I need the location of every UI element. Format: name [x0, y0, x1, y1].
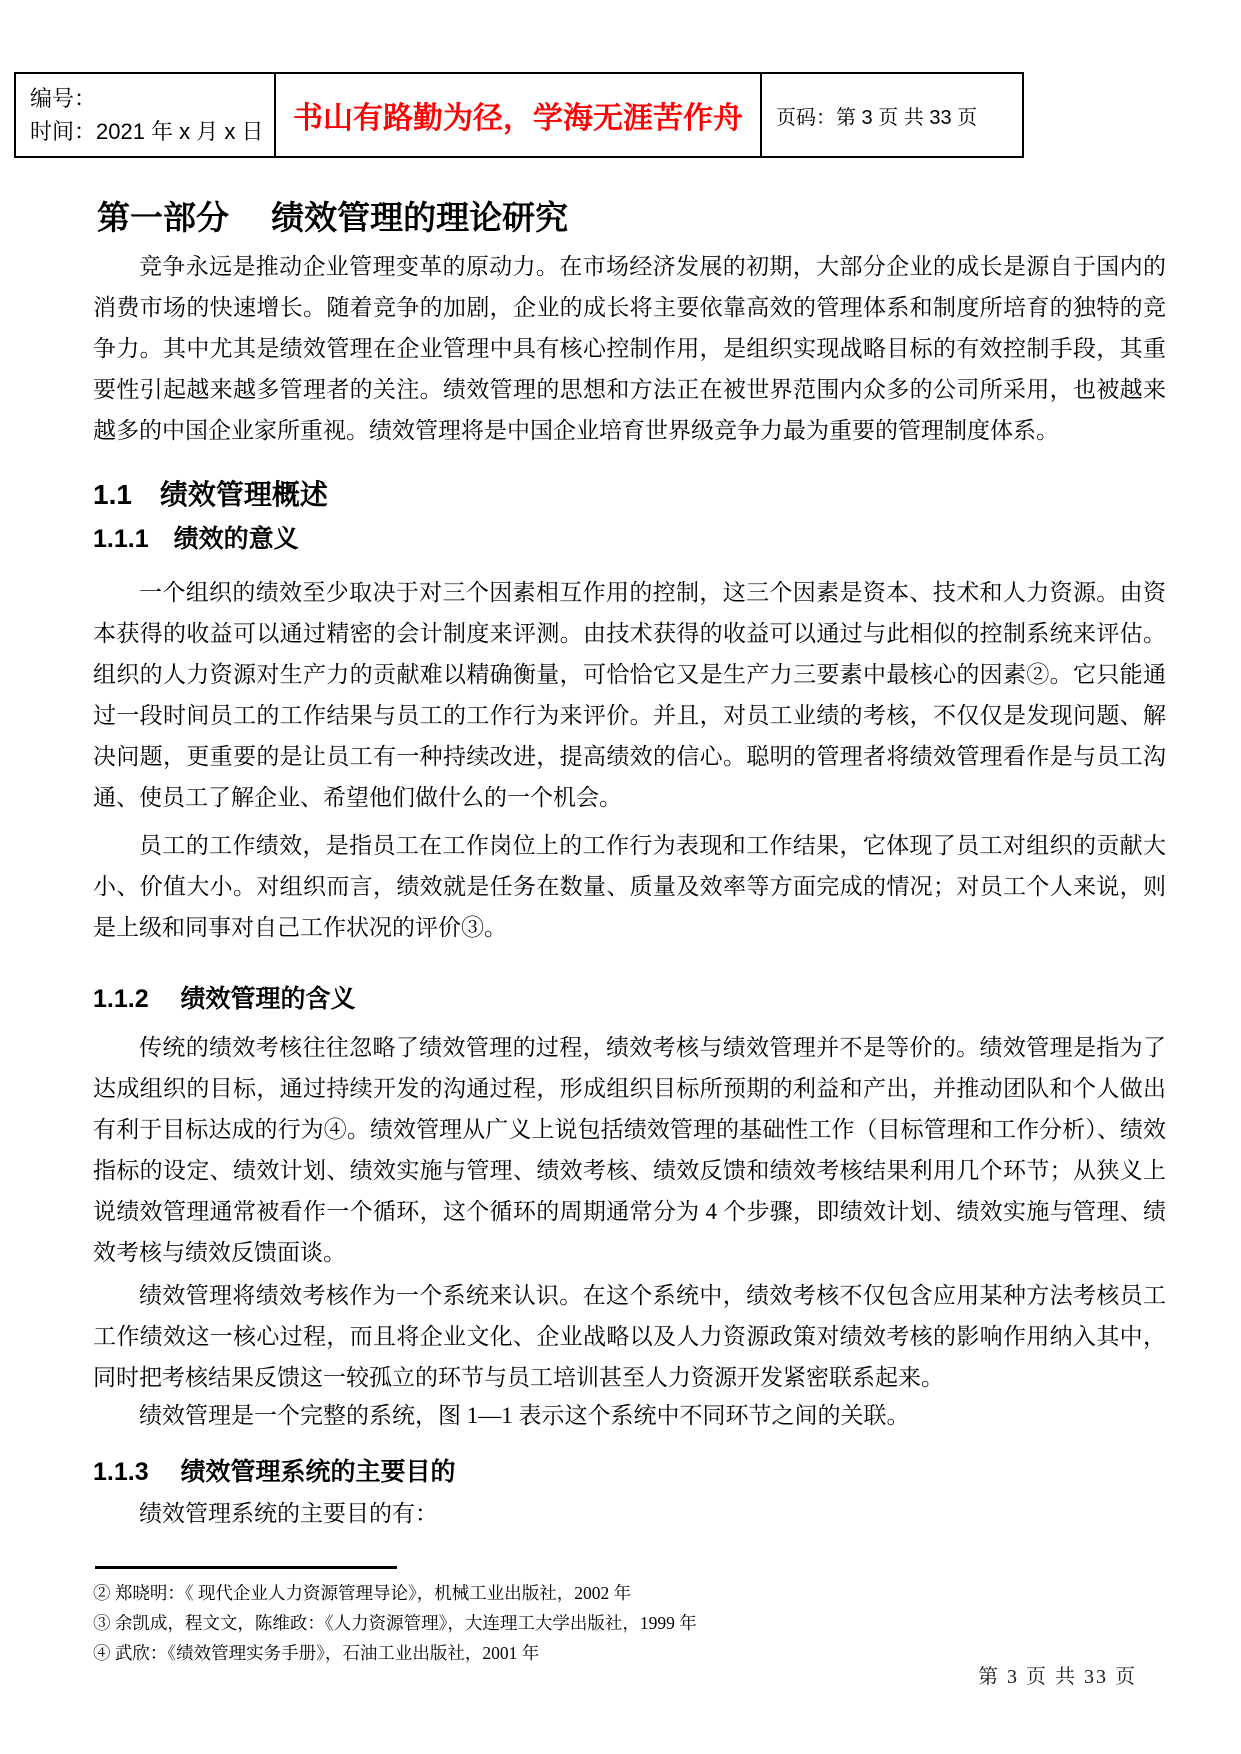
paragraph-pm-definition: 传统的绩效考核往往忽略了绩效管理的过程，绩效考核与绩效管理并不是等价的。绩效管理是指为了达成组织的目标，通过持续开发的沟通过程，形成组织目标所预期的利益和产出，并推动团队和个人做出有利于目标达成的行为④。绩效管理从广义上说包括绩效管理的基础性工作（目标管理和工作分析）、绩效指标的设定、绩效计划、绩效实施与管理、绩效考核、绩效反馈和绩效考核结果利用几个环节；从狭义上说绩效管理通常被看作一个循环，这个循环的周期通常分为 4 个步骤，即绩效计划、绩效实施与管理、绩效考核与绩效反馈面谈。: [93, 1035, 1166, 1265]
footnote-item: ② 郑晓明：《 现代企业人力资源管理导论》，机械工业出版社，2002 年: [93, 1583, 632, 1603]
section-heading-1-1-2: 1.1.2 绩效管理的含义: [93, 985, 356, 1013]
paragraph-pm-complete-system: 绩效管理是一个完整的系统，图 1—1 表示这个系统中不同环节之间的关联。: [139, 1403, 910, 1428]
footnote-item: ④ 武欣：《绩效管理实务手册》，石油工业出版社，2001 年: [93, 1643, 540, 1663]
section-heading-1-1-3: 1.1.3 绩效管理系统的主要目的: [93, 1458, 456, 1486]
slogan-text: 书山有路勤为径，学海无涯苦作舟: [293, 102, 743, 135]
header-cell-slogan: [274, 74, 762, 156]
header-cell-page-number: [762, 74, 1022, 156]
header-cell-number-date: [16, 74, 274, 156]
page-footer: 第 3 页 共 33 页: [978, 1666, 1137, 1688]
part-title: 第一部分 绩效管理的理论研究: [97, 199, 569, 236]
document-body: [0, 198, 1241, 1532]
section-heading-1-1: 1.1 绩效管理概述: [93, 479, 328, 510]
number-label: 编号：: [30, 86, 97, 111]
paragraph-performance-meaning: 一个组织的绩效至少取决于对三个因素相互作用的控制，这三个因素是资本、技术和人力资源。由资本获得的收益可以通过精密的会计制度来评测。由技术获得的收益可以通过与此相似的控制系统来评估。组织的人力资源对生产力的贡献难以精确衡量，可恰恰它又是生产力三要素中最核心的因素②。它只能通过一段时间员工的工作结果与员工的工作行为来评价。并且，对员工业绩的考核，不仅仅是发现问题、解决问题，更重要的是让员工有一种持续改进，提高绩效的信心。聪明的管理者将绩效管理看作是与员工沟通、使员工了解企业、希望他们做什么的一个机会。: [93, 580, 1166, 810]
date-label: 时间：2021 年 x 月 x 日: [30, 119, 264, 144]
page-number-label: 页码：第 3 页 共 33 页: [776, 106, 978, 129]
paragraph-pm-system-view: 绩效管理将绩效考核作为一个系统来认识。在这个系统中，绩效考核不仅包含应用某种方法考核员工工作绩效这一核心过程，而且将企业文化、企业战略以及人力资源政策对绩效考核的影响作用纳入其中，同时把考核结果反馈这一较孤立的环节与员工培训甚至人力资源开发紧密联系起来。: [93, 1283, 1166, 1390]
header-table: [14, 72, 1024, 158]
section-heading-1-1-1: 1.1.1 绩效的意义: [93, 525, 299, 553]
paragraph-pm-purposes-lead-in: 绩效管理系统的主要目的有：: [139, 1501, 438, 1526]
paragraph-employee-performance: 员工的工作绩效，是指员工在工作岗位上的工作行为表现和工作结果，它体现了员工对组织的贡献大小、价值大小。对组织而言，绩效就是任务在数量、质量及效率等方面完成的情况；对员工个人来说，则是上级和同事对自己工作状况的评价③。: [93, 833, 1166, 940]
paragraph-intro: 竞争永远是推动企业管理变革的原动力。在市场经济发展的初期，大部分企业的成长是源自于国内的消费市场的快速增长。随着竞争的加剧，企业的成长将主要依靠高效的管理体系和制度所培育的独特的竞争力。其中尤其是绩效管理在企业管理中具有核心控制作用，是组织实现战略目标的有效控制手段，其重要性引起越来越多管理者的关注。绩效管理的思想和方法正在被世界范围内众多的公司所采用，也被越来越多的中国企业家所重视。绩效管理将是中国企业培育世界级竞争力最为重要的管理制度体系。: [93, 254, 1166, 443]
footnote-item: ③ 余凯成，程文文，陈维政：《人力资源管理》，大连理工大学出版社，1999 年: [93, 1613, 697, 1633]
footnote-separator: [95, 1566, 397, 1569]
footnote-area: [93, 1566, 1166, 1668]
